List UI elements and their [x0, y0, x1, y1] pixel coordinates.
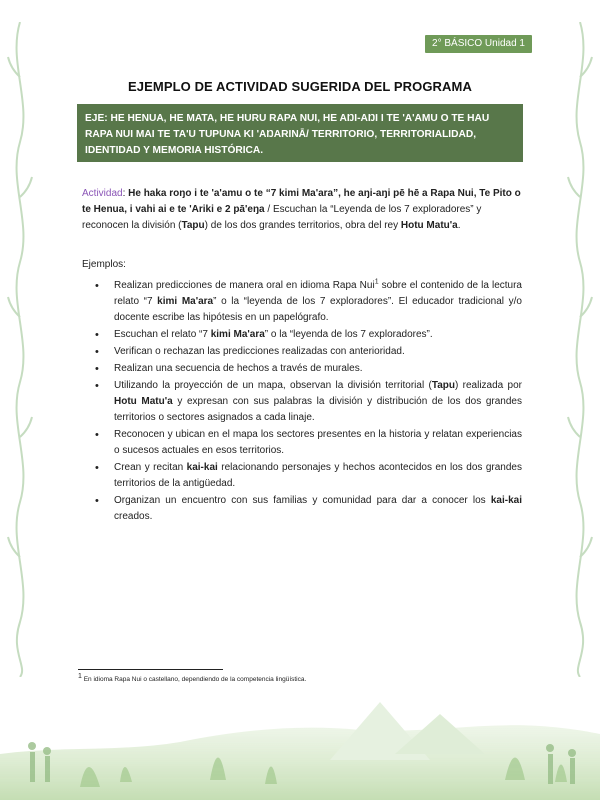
item-text: Organizan un encuentro con sus familias y comunidad para dar a conocer los — [114, 495, 491, 506]
list-item — [88, 460, 522, 492]
item-text: y expresan con sus palabras la división y distribución de los dos grandes territorios o sectores asignados a cada linaje. — [114, 396, 522, 423]
footnote-text: En idioma Rapa Nui o castellano, dependiendo de la competencia lingüística. — [81, 676, 307, 683]
landscape-illustration-icon — [0, 682, 600, 800]
list-item — [88, 378, 522, 426]
item-text: Realizan predicciones de manera oral en idioma Rapa Nui — [114, 280, 375, 291]
examples-label: Ejemplos: — [82, 259, 126, 270]
item-text: sobre el contenido de la lectura relato “7 — [114, 280, 522, 307]
list-item: • Verifican o rechazan las predicciones realizadas con anterioridad. — [88, 344, 522, 360]
item-bold-text: Hotu Matu'a — [114, 396, 173, 407]
activity-tapu: Tapu — [181, 220, 205, 231]
item-text: ” o la “leyenda de los 7 exploradores”. — [264, 329, 433, 340]
item-bold-text: kimi Ma'ara — [210, 329, 265, 340]
item-bold-text: kimi Ma'ara — [157, 296, 214, 307]
activity-king-name: Hotu Matu'a — [400, 220, 458, 231]
activity-label: Actividad — [82, 188, 123, 199]
item-bold-text: kai-kai — [490, 495, 522, 506]
item-text: Crean y recitan — [114, 462, 187, 473]
item-text: relacionando personajes y hechos acontecidos en los dos grandes territorios de la antigüedad. — [114, 462, 522, 489]
activity-spanish-text-3: . — [457, 220, 461, 231]
item-text: ” o la “leyenda de los 7 exploradores”. El educador tradicional y/o docente escribe las hipótesis en un papelógrafo. — [114, 296, 522, 323]
item-text: Utilizando la proyección de un mapa, observan la división territorial ( — [114, 380, 432, 391]
activity-paragraph: Actividad: He haka roŋo i te 'a'amu o te “7 kimi Ma'ara”, he aŋi-aŋi pē hē a Rapa Nui, Te Pito o te Henua, i vahi ai e te 'Ariki e 2 pā'eŋa / Escuchan la “Leyenda de los 7 exploradores” y reconocen la división (Tapu) de los dos grandes territorios, obra del rey Hotu Matu'a. — [82, 188, 521, 231]
item-text: Escuchan el relato “7 — [114, 329, 211, 340]
examples-list — [88, 278, 522, 526]
left-vine-border-icon — [6, 22, 34, 677]
eje-banner: EJE: HE HENUA, HE MATA, HE HURU RAPA NUI, HE AŊI-AŊI I TE 'A'AMU O TE HAU RAPA NUI MAI TE TA'U TUPUNA KI 'AŊARINĀ/ TERRITORIO, TERRITORIALIDAD, IDENTIDAD Y MEMORIA HISTÓRICA. — [77, 104, 523, 162]
grade-unit-badge: 2° BÁSICO Unidad 1 — [425, 35, 532, 53]
list-item — [88, 493, 522, 525]
list-item: • Realizan una secuencia de hechos a través de murales. — [88, 361, 522, 377]
item-bold-text: kai-kai — [186, 462, 218, 473]
activity-spanish-text-1: / Escuchan la “Leyenda de los 7 exploradores” y reconocen la división ( — [82, 204, 482, 231]
list-item — [88, 278, 522, 326]
item-bold-text: Tapu — [431, 380, 455, 391]
right-vine-border-icon — [566, 22, 594, 677]
footnote-marker: 1 — [374, 278, 379, 286]
activity-rapanui-text: He haka roŋo i te 'a'amu o te “7 kimi Ma'ara”, he aŋi-aŋi pē hē a Rapa Nui, Te Pito o te Henua, i vahi ai e te 'Ariki e 2 pā'eŋa — [82, 188, 521, 215]
page-title: EJEMPLO DE ACTIVIDAD SUGERIDA DEL PROGRAMA — [128, 79, 472, 94]
item-text: creados. — [114, 511, 153, 522]
footnote-number: 1 — [78, 672, 82, 680]
list-item: • Reconocen y ubican en el mapa los sectores presentes en la historia y relatan experiencias o sucesos actuales en esos territorios. — [88, 427, 522, 459]
item-text: ) realizada por — [455, 380, 523, 391]
activity-spanish-text-2: ) de los dos grandes territorios, obra del rey — [204, 220, 401, 231]
footnote-divider — [78, 669, 223, 670]
list-item — [88, 327, 522, 343]
